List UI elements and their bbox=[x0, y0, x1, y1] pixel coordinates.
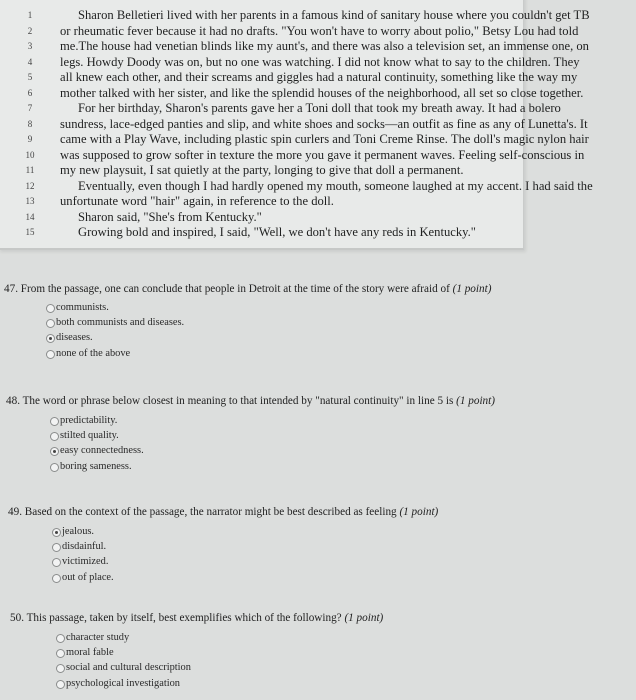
question-prompt bbox=[4, 283, 491, 295]
radio-selected-icon[interactable] bbox=[50, 447, 59, 456]
question-prompt bbox=[8, 506, 438, 518]
radio-icon[interactable] bbox=[46, 304, 55, 313]
question-number: 49. bbox=[8, 506, 22, 518]
question-text: From the passage, one can conclude that people in Detroit at the time of the story were afraid of bbox=[20, 283, 450, 295]
answer-option-label[interactable]: diseases. bbox=[56, 332, 93, 344]
line-number: 14 bbox=[25, 211, 35, 222]
answer-option-label[interactable]: predictability. bbox=[60, 415, 118, 426]
line-number: 9 bbox=[27, 134, 33, 144]
question-points: (1 point) bbox=[399, 506, 439, 518]
line-text: all knew each other, and their screams and giggles had a natural continuity, something like the way my bbox=[60, 70, 578, 84]
line-text: Sharon Belletieri lived with her parents in a famous kind of sanitary house where you couldn't get TB bbox=[78, 8, 590, 22]
line-number: 6 bbox=[27, 87, 33, 98]
line-text: For her birthday, Sharon's parents gave her a Toni doll that took my breath away. It had a bolero bbox=[78, 101, 561, 115]
line-number: 15 bbox=[25, 227, 35, 237]
question-number: 48. bbox=[6, 395, 20, 407]
radio-icon[interactable] bbox=[56, 680, 65, 689]
line-text: sundress, lace-edged panties and slip, and white shoes and socks—an outfit as fine as any of Lunetta's. It bbox=[60, 116, 588, 131]
question-points: (1 point) bbox=[452, 283, 492, 295]
question-points: (1 point) bbox=[456, 395, 495, 407]
answer-option-label[interactable]: psychological investigation bbox=[66, 677, 180, 689]
question-text: The word or phrase below closest in meaning to that intended by "natural continuity" in line 5 is bbox=[22, 395, 454, 407]
line-text: or rheumatic fever because it had no drafts. "You won't have to worry about polio," Betsy Lou had told bbox=[60, 23, 579, 38]
line-number: 8 bbox=[27, 118, 33, 129]
line-number: 4 bbox=[27, 56, 33, 67]
question-text: This passage, taken by itself, best exemplifies which of the following? bbox=[26, 612, 342, 624]
line-number: 10 bbox=[25, 149, 35, 160]
answer-option-label[interactable]: stilted quality. bbox=[60, 430, 119, 442]
line-number: 3 bbox=[27, 41, 33, 51]
line-text: legs. Howdy Doody was on, but no one was watching. I did not know what to say to the children. They bbox=[60, 54, 580, 69]
radio-selected-icon[interactable] bbox=[46, 334, 55, 343]
question-prompt bbox=[10, 612, 383, 624]
answer-option-label[interactable]: out of place. bbox=[62, 571, 114, 583]
radio-icon[interactable] bbox=[52, 543, 61, 552]
answer-option-label[interactable]: victimized. bbox=[62, 556, 109, 568]
answer-option-label[interactable]: disdainful. bbox=[62, 541, 107, 553]
radio-icon[interactable] bbox=[56, 649, 65, 658]
radio-icon[interactable] bbox=[52, 558, 61, 567]
line-text: me.The house had venetian blinds like my aunt's, and there was also a television set, an immense one, on bbox=[60, 39, 589, 53]
line-number: 5 bbox=[27, 72, 33, 82]
radio-icon[interactable] bbox=[52, 574, 61, 583]
radio-icon[interactable] bbox=[50, 432, 59, 441]
line-text: Eventually, even though I had hardly opened my mouth, someone laughed at my accent. I had said the bbox=[78, 178, 593, 193]
answer-option-label[interactable]: boring sameness. bbox=[60, 460, 132, 472]
line-number: 13 bbox=[25, 196, 35, 206]
radio-selected-icon[interactable] bbox=[52, 528, 61, 537]
answer-option-label[interactable]: communists. bbox=[56, 302, 109, 313]
question-prompt bbox=[6, 395, 495, 407]
line-text: was supposed to grow softer in texture the more you gave it permanent waves. Feeling self-conscious in bbox=[60, 147, 585, 162]
radio-icon[interactable] bbox=[46, 319, 55, 328]
answer-option-label[interactable]: social and cultural description bbox=[66, 662, 191, 674]
radio-icon[interactable] bbox=[56, 634, 65, 643]
line-number: 7 bbox=[27, 103, 33, 113]
radio-icon[interactable] bbox=[50, 463, 59, 472]
answer-option-label[interactable]: both communists and diseases. bbox=[56, 317, 185, 329]
line-text: Sharon said, "She's from Kentucky." bbox=[78, 209, 262, 224]
line-text: unfortunate word "hair" again, in reference to the doll. bbox=[60, 194, 334, 208]
radio-icon[interactable] bbox=[46, 350, 55, 359]
question-points: (1 point) bbox=[344, 612, 384, 624]
question-number: 47. bbox=[4, 283, 18, 295]
line-text: Growing bold and inspired, I said, "Well, we don't have any reds in Kentucky." bbox=[78, 225, 476, 239]
answer-option-label[interactable]: jealous. bbox=[62, 526, 95, 537]
answer-option-label[interactable]: easy connectedness. bbox=[60, 445, 144, 457]
question-number: 50. bbox=[10, 612, 24, 624]
radio-icon[interactable] bbox=[50, 417, 59, 426]
line-number: 1 bbox=[27, 10, 33, 20]
answer-option-label[interactable]: none of the above bbox=[56, 347, 131, 359]
answer-option-label[interactable]: character study bbox=[66, 632, 130, 643]
line-text: came with a Play Wave, including plastic spin curlers and Toni Creme Rinse. The doll's magic nylon hair bbox=[60, 132, 589, 146]
answer-option-label[interactable]: moral fable bbox=[66, 647, 114, 659]
line-text: my new playsuit, I sat quietly at the party, longing to give that doll a permanent. bbox=[60, 163, 464, 177]
line-number: 2 bbox=[27, 25, 33, 36]
radio-icon[interactable] bbox=[56, 664, 65, 673]
line-number: 11 bbox=[25, 165, 35, 175]
question-text: Based on the context of the passage, the narrator might be best described as feeling bbox=[24, 506, 397, 518]
line-text: mother talked with her sister, and like the splendid houses of the neighborhood, all set so close together. bbox=[60, 85, 584, 100]
line-number: 12 bbox=[25, 180, 35, 191]
